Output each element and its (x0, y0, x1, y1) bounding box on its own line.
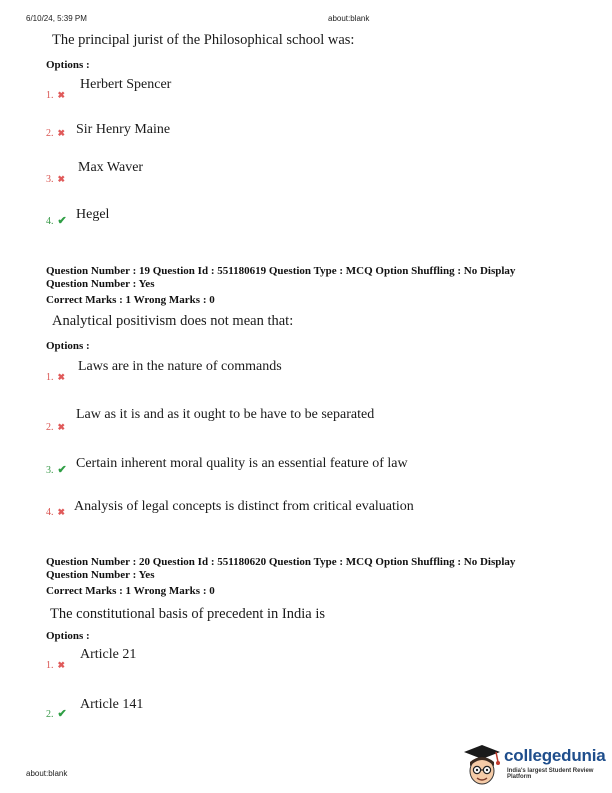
question-text: The constitutional basis of precedent in India is (50, 606, 326, 622)
option-text: Sir Henry Maine (76, 122, 171, 137)
question-marks: Correct Marks : 1 Wrong Marks : 0 (46, 294, 215, 306)
cross-icon: ✖ (57, 660, 66, 670)
option-text: Law as it is and as it ought to be have to be separated (76, 407, 375, 422)
options-label: Options : (46, 630, 90, 642)
collegedunia-logo (460, 742, 610, 788)
option-text: Article 21 (80, 647, 137, 662)
option-number: 3. ✔ (46, 464, 67, 476)
question-meta: Question Number : 20 Question Id : 551180620 Question Type : MCQ Option Shuffling : No Display (46, 556, 516, 568)
question-meta: Question Number : Yes (46, 278, 155, 290)
student-mascot-icon (460, 742, 504, 788)
print-footer-url: about:blank (26, 769, 68, 778)
cross-icon: ✖ (57, 128, 66, 138)
cross-icon: ✖ (57, 507, 66, 517)
option-text: Analysis of legal concepts is distinct from critical evaluation (74, 499, 414, 514)
question-meta: Question Number : Yes (46, 569, 155, 581)
question-meta: Question Number : 19 Question Id : 551180619 Question Type : MCQ Option Shuffling : No Display (46, 265, 516, 277)
options-label: Options : (46, 340, 90, 352)
option-text: Certain inherent moral quality is an essential feature of law (76, 456, 408, 471)
print-url: about:blank (328, 14, 370, 23)
option-number: 1. ✖ (46, 90, 66, 101)
question-marks: Correct Marks : 1 Wrong Marks : 0 (46, 585, 215, 597)
option-number: 3. ✖ (46, 174, 66, 185)
option-text: Herbert Spencer (80, 77, 172, 92)
question-text: Analytical positivism does not mean that: (52, 313, 294, 329)
checkmark-icon: ✔ (57, 708, 67, 720)
option-text: Article 141 (80, 697, 144, 712)
logo-tagline: India's largest Student Review Platform (507, 768, 594, 780)
logo-wordmark: collegedunia (504, 746, 606, 765)
checkmark-icon: ✔ (57, 464, 67, 476)
option-text: Laws are in the nature of commands (78, 359, 282, 374)
cross-icon: ✖ (57, 174, 66, 184)
option-number: 4. ✖ (46, 507, 66, 518)
option-text: Max Waver (78, 160, 144, 175)
question-text: The principal jurist of the Philosophical school was: (52, 32, 355, 48)
cross-icon: ✖ (57, 422, 66, 432)
checkmark-icon: ✔ (57, 215, 67, 227)
option-number: 1. ✖ (46, 660, 66, 671)
option-number: 2. ✔ (46, 708, 67, 720)
options-label: Options : (46, 59, 90, 71)
option-number: 4. ✔ (46, 215, 67, 227)
option-number: 2. ✖ (46, 422, 66, 433)
print-datetime: 6/10/24, 5:39 PM (26, 14, 87, 23)
option-number: 2. ✖ (46, 128, 66, 139)
option-number: 1. ✖ (46, 372, 66, 383)
option-text: Hegel (76, 207, 110, 222)
cross-icon: ✖ (57, 372, 66, 382)
cross-icon: ✖ (57, 90, 66, 100)
